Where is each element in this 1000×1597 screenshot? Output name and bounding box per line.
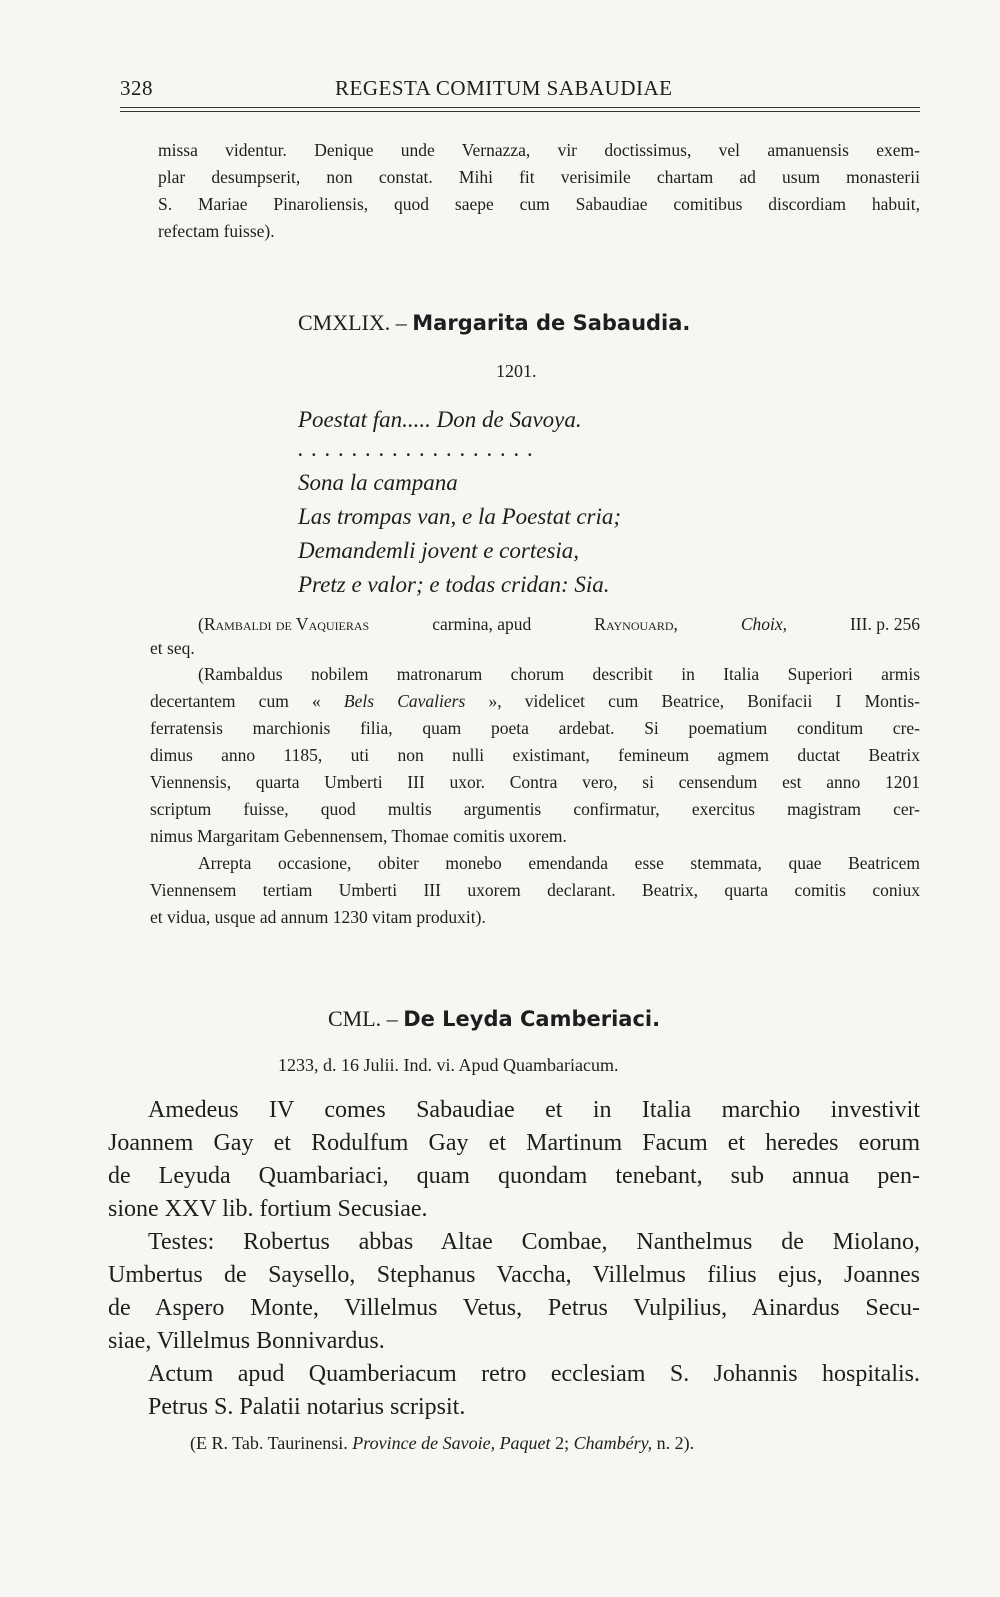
- doc2-date: 1233, d. 16 Julii. Ind. vi. Apud Quambariacum.: [278, 1055, 619, 1075]
- doc2-heading: [328, 1006, 660, 1032]
- verse-line: Sona la campana: [298, 470, 458, 495]
- body-line: Testes: Robertus abbas Altae Combae, Nanthelmus de Miolano,: [148, 1229, 920, 1255]
- doc1-year: 1201.: [496, 361, 537, 381]
- source-work: Choix,: [740, 614, 788, 634]
- note-line: dimus anno 1185, uti non nulli existimant, femineum agmem ductat Beatrix: [150, 745, 920, 765]
- doc1-source: [198, 611, 920, 638]
- body-line: siae, Villelmus Bonnivardus.: [108, 1328, 385, 1354]
- source-pages: III. p. 256: [849, 614, 920, 634]
- intro-line: refectam fuisse).: [158, 221, 275, 241]
- source-editor: Raynouard,: [594, 614, 678, 634]
- intro-line: S. Mariae Pinaroliensis, quod saepe cum Sabaudiae comitibus discordiam habuit,: [158, 194, 920, 214]
- intro-line: plar desumpserit, non constat. Mihi fit verisimile chartam ad usum monasterii: [158, 167, 920, 187]
- note-line: nimus Margaritam Gebennensem, Thomae comitis uxorem.: [150, 826, 567, 846]
- note-line: (Rambaldus nobilem matronarum chorum describit in Italia Superiori armis: [198, 664, 920, 684]
- note-line: ferratensis marchionis filia, quam poeta ardebat. Si poematium conditum cre-: [150, 718, 920, 738]
- verse-ellipsis: . . . . . . . . . . . . . . . . . .: [298, 436, 535, 461]
- note-line: et vidua, usque ad annum 1230 vitam produxit).: [150, 907, 486, 927]
- page-number: 328: [120, 76, 153, 100]
- note-line: decertantem cum « Bels Cavaliers », videlicet cum Beatrice, Bonifacii I Montis-: [150, 691, 921, 711]
- header-rule-bottom: [120, 111, 920, 112]
- verse-line: Pretz e valor; e todas cridan: Sia.: [298, 572, 610, 597]
- doc1-number: CMXLIX. –: [298, 310, 407, 335]
- running-title: REGESTA COMITUM SABAUDIAE: [335, 76, 673, 100]
- body-line: Petrus S. Palatii notarius scripsit.: [148, 1394, 466, 1420]
- body-line: de Leyuda Quambariaci, quam quondam tenebant, sub annua pen-: [108, 1163, 920, 1189]
- doc1-heading: [298, 310, 690, 336]
- doc1-title: Margarita de Sabaudia.: [412, 311, 691, 335]
- source-continuation: et seq.: [150, 638, 195, 658]
- body-line: Joannem Gay et Rodulfum Gay et Martinum Facum et heredes eorum: [108, 1130, 920, 1156]
- note-line: Arrepta occasione, obiter monebo emendanda esse stemmata, quae Beatricem: [198, 853, 920, 873]
- body-line: de Aspero Monte, Villelmus Vetus, Petrus Vulpilius, Ainardus Secu-: [108, 1295, 920, 1321]
- source-text: carmina, apud: [432, 614, 532, 634]
- note-line: Viennensis, quarta Umberti III uxor. Contra vero, si censendum est anno 1201: [150, 772, 920, 792]
- note-line: scriptum fuisse, quod multis argumentis confirmatur, exercitus magistram cer-: [150, 799, 920, 819]
- note-italic: Bels Cavaliers: [343, 691, 466, 711]
- verse-line: Las trompas van, e la Poestat cria;: [298, 504, 622, 529]
- body-line: Actum apud Quamberiacum retro ecclesiam S. Johannis hospitalis.: [148, 1361, 920, 1387]
- source-author: (Rambaldi de Vaquieras: [198, 614, 370, 634]
- doc2-title: De Leyda Camberiaci.: [403, 1007, 661, 1031]
- verse-line: Poestat fan..... Don de Savoya.: [298, 407, 582, 432]
- header-rule-top: [120, 107, 920, 108]
- doc2-source: (E R. Tab. Taurinensi. Province de Savoie, Paquet 2; Chambéry, n. 2).: [190, 1433, 695, 1453]
- verse-line: Demandemli jovent e cortesia,: [298, 538, 580, 563]
- intro-line: missa videntur. Denique unde Vernazza, vir doctissimus, vel amanuensis exem-: [158, 140, 920, 160]
- body-line: sione XXV lib. fortium Secusiae.: [108, 1196, 428, 1222]
- body-line: Umbertus de Saysello, Stephanus Vaccha, Villelmus filius ejus, Joannes: [108, 1262, 920, 1288]
- body-line: Amedeus IV comes Sabaudiae et in Italia marchio investivit: [148, 1097, 920, 1123]
- note-line: Viennensem tertiam Umberti III uxorem declarant. Beatrix, quarta comitis coniux: [150, 880, 920, 900]
- doc2-number: CML. –: [328, 1006, 398, 1031]
